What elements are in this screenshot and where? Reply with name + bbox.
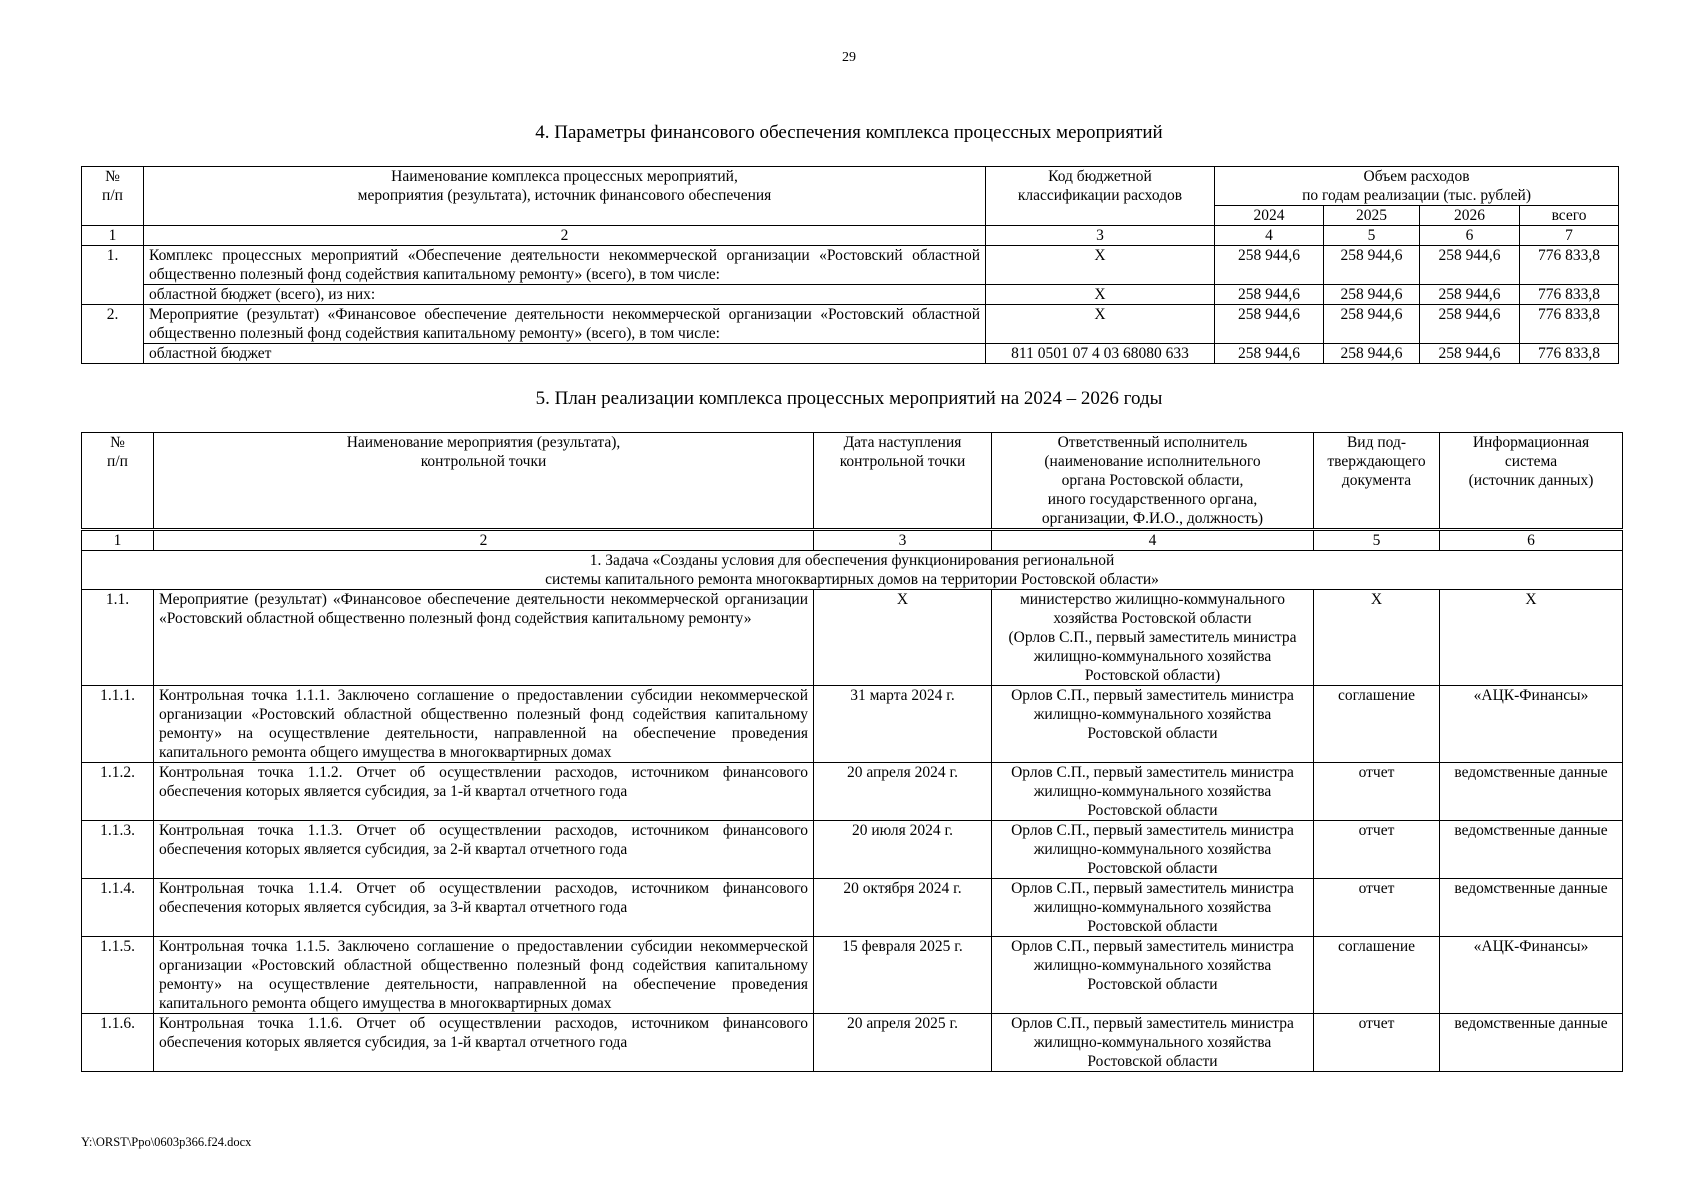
table-row	[82, 937, 1623, 1014]
col-number: 5	[1324, 226, 1420, 246]
header-year-2025: 2025	[1324, 206, 1420, 226]
row-value-2025: 258 944,6	[1324, 305, 1420, 344]
table-subrow	[82, 344, 1619, 364]
col-number: 3	[814, 530, 992, 551]
table-row	[82, 763, 1623, 821]
file-path-footer: Y:\ORST\Ppo\0603p366.f24.docx	[81, 1135, 252, 1149]
section-5-title: 5. План реализации комплекса процессных мероприятий на 2024 – 2026 годы	[535, 388, 1163, 409]
row-num: 2.	[82, 305, 144, 364]
col-number: 5	[1314, 530, 1440, 551]
row-document: отчет	[1314, 1014, 1440, 1072]
header-year-2024: 2024	[1215, 206, 1324, 226]
row-document: X	[1314, 590, 1440, 686]
row-source-code: X	[986, 285, 1215, 305]
row-num: 1.1.2.	[82, 763, 154, 821]
task-row	[82, 551, 1623, 590]
col-number: 1	[82, 530, 154, 551]
row-document: соглашение	[1314, 686, 1440, 763]
table-subrow	[82, 285, 1619, 305]
header-volume: Объем расходов по годам реализации (тыс. рублей)	[1215, 167, 1619, 206]
table-row	[82, 246, 1619, 285]
row-system: ведомственные данные	[1440, 1014, 1623, 1072]
row-value-total: 776 833,8	[1520, 305, 1619, 344]
col-number: 6	[1420, 226, 1520, 246]
col-number: 2	[144, 226, 986, 246]
row-date: 20 июля 2024 г.	[814, 821, 992, 879]
row-name: Комплекс процессных мероприятий «Обеспечение деятельности некоммерческой организации «Ростовский областной общественно полезный фонд содействия капитальному ремонту» (всего), в том числе:	[144, 246, 986, 285]
table-row	[82, 879, 1623, 937]
row-responsible: Орлов С.П., первый заместитель министра жилищно-коммунального хозяйства Ростовской области	[992, 763, 1314, 821]
header-name: Наименование мероприятия (результата), контрольной точки	[154, 433, 814, 530]
row-name: Контрольная точка 1.1.3. Отчет об осуществлении расходов, источником финансового обеспечения которых является субсидия, за 2-й квартал отчетного года	[154, 821, 814, 879]
row-responsible: министерство жилищно-коммунального хозяйства Ростовской области (Орлов С.П., первый заместитель министра жилищно-коммунального хозяйства Ростовской области)	[992, 590, 1314, 686]
row-date: 20 октября 2024 г.	[814, 879, 992, 937]
table-header-row	[82, 167, 1619, 206]
row-system: ведомственные данные	[1440, 821, 1623, 879]
page-number: 29	[842, 50, 856, 65]
row-source-total: 776 833,8	[1520, 344, 1619, 364]
row-source-total: 776 833,8	[1520, 285, 1619, 305]
row-num: 1.1.	[82, 590, 154, 686]
header-num: № п/п	[82, 167, 144, 226]
implementation-plan-table	[81, 432, 1623, 1072]
row-source-2024: 258 944,6	[1215, 285, 1324, 305]
row-name: Контрольная точка 1.1.6. Отчет об осуществлении расходов, источником финансового обеспечения которых является субсидия, за 1-й квартал отчетного года	[154, 1014, 814, 1072]
table-header-row	[82, 433, 1623, 530]
row-code: X	[986, 305, 1215, 344]
row-responsible: Орлов С.П., первый заместитель министра жилищно-коммунального хозяйства Ростовской области	[992, 879, 1314, 937]
table-row	[82, 1014, 1623, 1072]
row-num: 1.1.1.	[82, 686, 154, 763]
row-name: Мероприятие (результат) «Финансовое обеспечение деятельности некоммерческой организации «Ростовский областной общественно полезный фонд содействия капитальному ремонту» (всего), в том числе:	[144, 305, 986, 344]
header-date: Дата наступления контрольной точки	[814, 433, 992, 530]
header-responsible: Ответственный исполнитель (наименование исполнительного органа Ростовской области, иного государственного органа, организации, Ф.И.О., должность)	[992, 433, 1314, 530]
row-responsible: Орлов С.П., первый заместитель министра жилищно-коммунального хозяйства Ростовской области	[992, 937, 1314, 1014]
row-name: Контрольная точка 1.1.5. Заключено соглашение о предоставлении субсидии некоммерческой организации «Ростовский областной общественно полезный фонд содействия капитальному ремонту» на осуществление деятельности, направленной на обеспечение проведения капитального ремонта общего имущества в многоквартирных домах	[154, 937, 814, 1014]
row-source-code: 811 0501 07 4 03 68080 633	[986, 344, 1215, 364]
header-system: Информационная система (источник данных)	[1440, 433, 1623, 530]
column-number-row	[82, 530, 1623, 551]
row-num: 1.1.5.	[82, 937, 154, 1014]
row-document: отчет	[1314, 879, 1440, 937]
column-number-row	[82, 226, 1619, 246]
row-source-name: областной бюджет	[144, 344, 986, 364]
row-source-2026: 258 944,6	[1420, 344, 1520, 364]
row-name: Контрольная точка 1.1.4. Отчет об осуществлении расходов, источником финансового обеспечения которых является субсидия, за 3-й квартал отчетного года	[154, 879, 814, 937]
col-number: 6	[1440, 530, 1623, 551]
row-responsible: Орлов С.П., первый заместитель министра жилищно-коммунального хозяйства Ростовской области	[992, 1014, 1314, 1072]
table-row	[82, 590, 1623, 686]
header-name: Наименование комплекса процессных мероприятий, мероприятия (результата), источник финансового обеспечения	[144, 167, 986, 226]
col-number: 4	[992, 530, 1314, 551]
col-number: 4	[1215, 226, 1324, 246]
col-number: 7	[1520, 226, 1619, 246]
row-value-2026: 258 944,6	[1420, 246, 1520, 285]
row-document: соглашение	[1314, 937, 1440, 1014]
row-source-2025: 258 944,6	[1324, 285, 1420, 305]
row-num: 1.1.6.	[82, 1014, 154, 1072]
table-row	[82, 686, 1623, 763]
row-name: Мероприятие (результат) «Финансовое обеспечение деятельности некоммерческой организации «Ростовский областной общественно полезный фонд содействия капитальному ремонту»	[154, 590, 814, 686]
row-num: 1.1.3.	[82, 821, 154, 879]
row-system: ведомственные данные	[1440, 879, 1623, 937]
row-value-2026: 258 944,6	[1420, 305, 1520, 344]
row-system: «АЦК-Финансы»	[1440, 937, 1623, 1014]
row-system: X	[1440, 590, 1623, 686]
header-num: № п/п	[82, 433, 154, 530]
row-date: 31 марта 2024 г.	[814, 686, 992, 763]
task-title: 1. Задача «Созданы условия для обеспечения функционирования региональной системы капитального ремонта многоквартирных домов на территории Ростовской области»	[82, 551, 1623, 590]
row-date: X	[814, 590, 992, 686]
row-name: Контрольная точка 1.1.1. Заключено соглашение о предоставлении субсидии некоммерческой организации «Ростовский областной общественно полезный фонд содействия капитальному ремонту» на осуществление деятельности, направленной на обеспечение проведения капитального ремонта общего имущества в многоквартирных домах	[154, 686, 814, 763]
section-4-title: 4. Параметры финансового обеспечения комплекса процессных мероприятий	[535, 122, 1163, 143]
row-source-2024: 258 944,6	[1215, 344, 1324, 364]
row-source-2026: 258 944,6	[1420, 285, 1520, 305]
header-year-2026: 2026	[1420, 206, 1520, 226]
financing-table	[81, 166, 1619, 364]
row-date: 20 апреля 2024 г.	[814, 763, 992, 821]
row-value-2025: 258 944,6	[1324, 246, 1420, 285]
row-value-total: 776 833,8	[1520, 246, 1619, 285]
row-system: ведомственные данные	[1440, 763, 1623, 821]
row-source-name: областной бюджет (всего), из них:	[144, 285, 986, 305]
row-responsible: Орлов С.П., первый заместитель министра жилищно-коммунального хозяйства Ростовской области	[992, 686, 1314, 763]
row-num: 1.	[82, 246, 144, 305]
table-row	[82, 305, 1619, 344]
row-code: X	[986, 246, 1215, 285]
row-date: 20 апреля 2025 г.	[814, 1014, 992, 1072]
row-value-2024: 258 944,6	[1215, 305, 1324, 344]
row-document: отчет	[1314, 821, 1440, 879]
col-number: 2	[154, 530, 814, 551]
header-total: всего	[1520, 206, 1619, 226]
row-name: Контрольная точка 1.1.2. Отчет об осуществлении расходов, источником финансового обеспечения которых является субсидия, за 1-й квартал отчетного года	[154, 763, 814, 821]
row-source-2025: 258 944,6	[1324, 344, 1420, 364]
col-number: 3	[986, 226, 1215, 246]
table-row	[82, 821, 1623, 879]
row-num: 1.1.4.	[82, 879, 154, 937]
row-value-2024: 258 944,6	[1215, 246, 1324, 285]
header-document: Вид под- тверждающего документа	[1314, 433, 1440, 530]
row-responsible: Орлов С.П., первый заместитель министра жилищно-коммунального хозяйства Ростовской области	[992, 821, 1314, 879]
col-number: 1	[82, 226, 144, 246]
header-code: Код бюджетной классификации расходов	[986, 167, 1215, 226]
row-system: «АЦК-Финансы»	[1440, 686, 1623, 763]
row-date: 15 февраля 2025 г.	[814, 937, 992, 1014]
row-document: отчет	[1314, 763, 1440, 821]
